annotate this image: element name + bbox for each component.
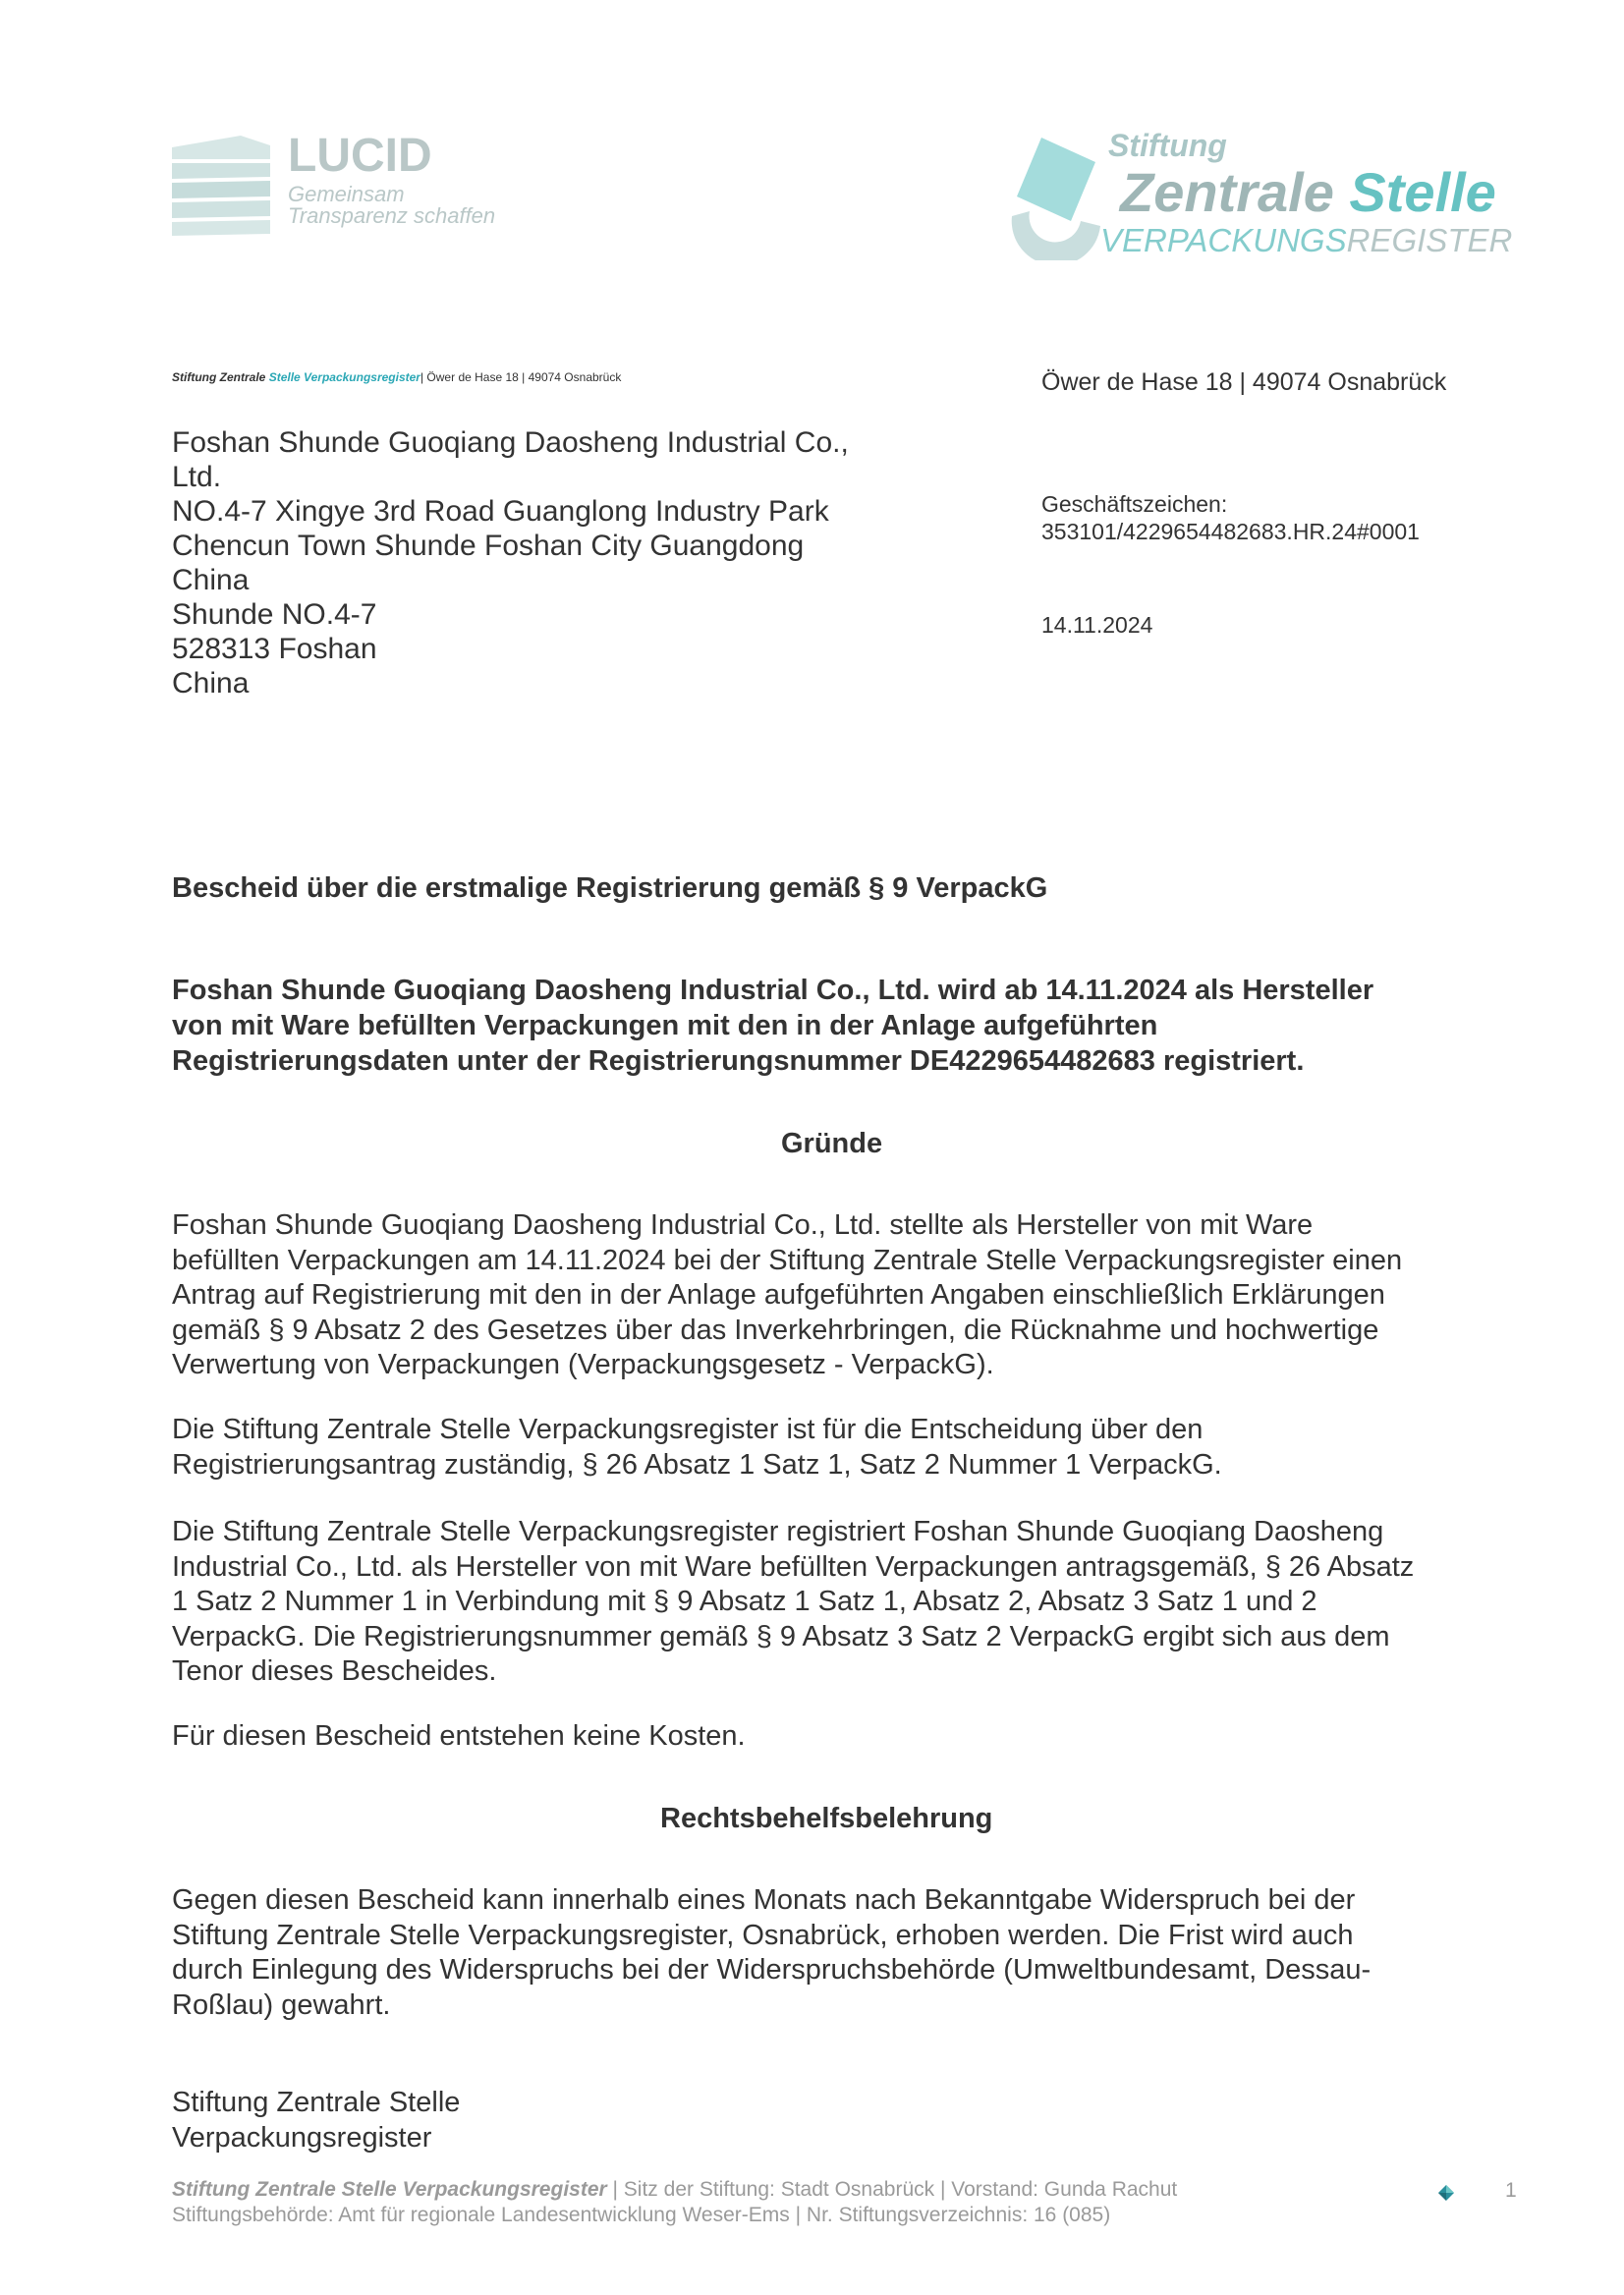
paragraph-line: Die Stiftung Zentrale Stelle Verpackungsregister ist für die Entscheidung über den xyxy=(172,1414,1204,1445)
lucid-logo-icon xyxy=(172,136,280,244)
paragraph-line: Tenor dieses Bescheides. xyxy=(172,1655,497,1687)
lucid-tagline-1: Gemeinsam xyxy=(288,182,405,206)
lucid-title: LUCID xyxy=(288,130,432,182)
paragraph-line: Gegen diesen Bescheid kann innerhalb eines Monats nach Bekanntgabe Widerspruch bei der xyxy=(172,1884,1356,1916)
sender-return-line xyxy=(172,370,621,384)
signature-block xyxy=(172,2085,460,2155)
lucid-tagline-2: Transparenz schaffen xyxy=(288,203,496,228)
tenor-line: Foshan Shunde Guoqiang Daosheng Industrial Co., Ltd. wird ab 14.11.2024 als Hersteller xyxy=(172,975,1374,1006)
signature-line-2: Verpackungsregister xyxy=(172,2122,432,2154)
zsvr-line-2 xyxy=(1120,161,1496,223)
paragraph-application xyxy=(172,1208,1508,1383)
footer-line-1-rest: | Sitz der Stiftung: Stadt Osnabrück | Vorstand: Gunda Rachut xyxy=(606,2178,1178,2201)
paragraph-line: durch Einlegung des Widerspruchs bei der Widerspruchsbehörde (Umweltbundesamt, Dessau- xyxy=(172,1954,1372,1986)
sender-address-block: Öwer de Hase 18 | 49074 Osnabrück xyxy=(1041,368,1447,396)
page-footer xyxy=(172,2177,1177,2228)
paragraph-legal-remedy xyxy=(172,1883,1508,2023)
tenor-line: Registrierungsdaten unter der Registrierungsnummer DE4229654482683 registriert. xyxy=(172,1045,1305,1077)
paragraph-line: Industrial Co., Ltd. als Hersteller von mit Ware befüllten Verpackungen antragsgemäß, § 26 Absatz xyxy=(172,1550,1415,1583)
paragraph-registration xyxy=(172,1515,1508,1690)
sender-address: | Öwer de Hase 18 | 49074 Osnabrück xyxy=(420,370,622,384)
recipient-line: China xyxy=(172,667,250,700)
document-subject: Bescheid über die erstmalige Registrierung gemäß § 9 VerpackG xyxy=(172,872,1048,904)
zsvr-line-1: Stiftung xyxy=(1108,128,1227,163)
reference-number: 353101/4229654482683.HR.24#0001 xyxy=(1041,519,1420,544)
heading-reasons: Gründe xyxy=(781,1128,883,1159)
paragraph-line: 1 Satz 2 Nummer 1 in Verbindung mit § 9 Absatz 1 Satz 1, Absatz 2, Absatz 3 Satz 1 und 2 xyxy=(172,1586,1317,1617)
sender-name-a: Stiftung Zentrale xyxy=(172,370,266,384)
paragraph-competence xyxy=(172,1413,1508,1483)
paragraph-line: Für diesen Bescheid entstehen keine Kosten. xyxy=(172,1720,746,1752)
paragraph-line: Registrierungsantrag zuständig, § 26 Absatz 1 Satz 1, Satz 2 Nummer 1 VerpackG. xyxy=(172,1448,1222,1481)
paragraph-line: Stiftung Zentrale Stelle Verpackungsregister, Osnabrück, erhoben werden. Die Frist wird auch xyxy=(172,1919,1354,1951)
zsvr-line-3a: VERPACKUNGS xyxy=(1100,222,1347,258)
paragraph-line: VerpackG. Die Registrierungsnummer gemäß § 9 Absatz 3 Satz 2 VerpackG ergibt sich aus dem xyxy=(172,1620,1390,1652)
decision-tenor xyxy=(172,973,1479,1079)
recipient-line: Ltd. xyxy=(172,461,222,493)
footer-line-1 xyxy=(172,2177,1177,2203)
paragraph-line: Roßlau) gewahrt. xyxy=(172,1988,391,2021)
recipient-line: Chencun Town Shunde Foshan City Guangdong xyxy=(172,530,805,562)
document-date: 14.11.2024 xyxy=(1041,612,1153,638)
recipient-address xyxy=(172,425,919,700)
zsvr-line-3b: REGISTER xyxy=(1346,222,1513,258)
heading-legal-remedy: Rechtsbehelfsbelehrung xyxy=(660,1803,993,1834)
paragraph-line: befüllten Verpackungen am 14.11.2024 bei der Stiftung Zentrale Stelle Verpackungsregister einen xyxy=(172,1244,1403,1276)
zsvr-line-3 xyxy=(1100,224,1512,256)
footer-org-name: Stiftung Zentrale Stelle Verpackungsregister xyxy=(172,2178,607,2201)
recipient-line: Foshan Shunde Guoqiang Daosheng Industrial Co., xyxy=(172,426,849,459)
zsvr-logo xyxy=(1002,128,1533,260)
recipient-line: 528313 Foshan xyxy=(172,633,377,665)
paragraph-line: Foshan Shunde Guoqiang Daosheng Industrial Co., Ltd. stellte als Hersteller von mit Ware xyxy=(172,1209,1314,1241)
recipient-line: NO.4-7 Xingye 3rd Road Guanglong Industry Park xyxy=(172,495,829,528)
zsvr-logo-icon xyxy=(1002,133,1110,260)
lucid-logo xyxy=(172,130,511,241)
sender-name-b: Stelle Verpackungsregister xyxy=(268,370,420,384)
footer-line-2: Stiftungsbehörde: Amt für regionale Landesentwicklung Weser-Ems | Nr. Stiftungsverzeichnis: 16 (085) xyxy=(172,2204,1111,2226)
recipient-line: Shunde NO.4-7 xyxy=(172,598,377,631)
zsvr-line-2b: Stelle xyxy=(1349,161,1496,223)
recipient-line: China xyxy=(172,564,250,596)
paragraph-line: Verwertung von Verpackungen (Verpackungsgesetz - VerpackG). xyxy=(172,1349,994,1380)
signature-line-1: Stiftung Zentrale Stelle xyxy=(172,2087,461,2118)
zsvr-line-2a: Zentrale xyxy=(1120,161,1334,223)
paragraph-costs xyxy=(172,1719,1508,1755)
diamond-logo-icon xyxy=(1434,2183,1458,2203)
paragraph-line: gemäß § 9 Absatz 2 des Gesetzes über das Inverkehrbringen, die Rücknahme und hochwertige xyxy=(172,1314,1379,1346)
reference-label: Geschäftszeichen: xyxy=(1041,491,1228,517)
tenor-line: von mit Ware befüllten Verpackungen mit den in der Anlage aufgeführten xyxy=(172,1010,1158,1041)
paragraph-line: Antrag auf Registrierung mit den in der Anlage aufgeführten Angaben einschließlich Erklärungen xyxy=(172,1279,1385,1311)
paragraph-line: Die Stiftung Zentrale Stelle Verpackungsregister registriert Foshan Shunde Guoqiang Daosheng xyxy=(172,1516,1384,1547)
page-number: 1 xyxy=(1505,2179,1517,2202)
